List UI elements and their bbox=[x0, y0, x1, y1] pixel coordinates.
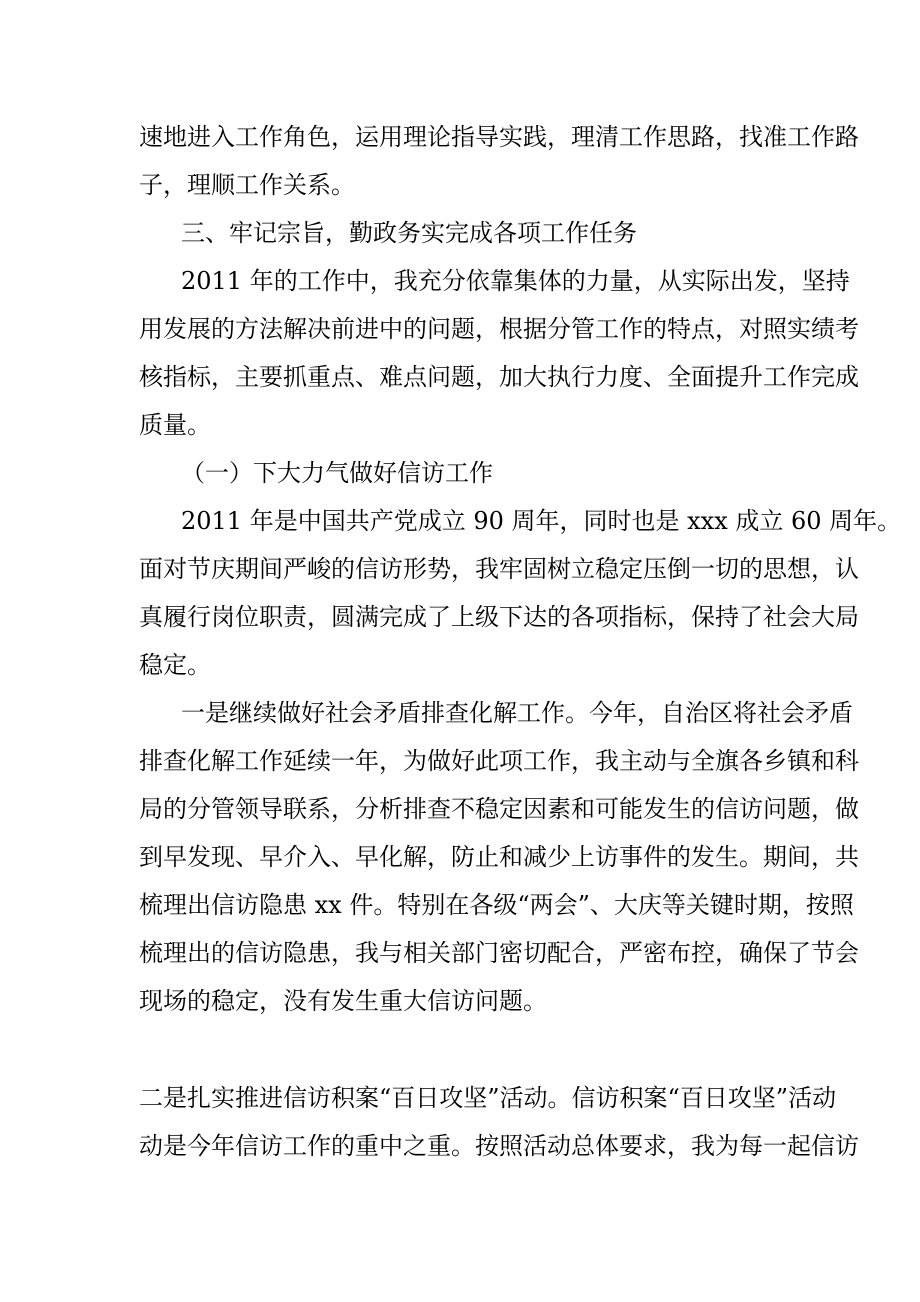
text-line: 面对节庆期间严峻的信访形势，我牢固树立稳定压倒一切的思想，认 bbox=[139, 555, 859, 583]
text-line: 一是继续做好社会矛盾排查化解工作。今年，自治区将社会矛盾 bbox=[181, 699, 853, 727]
text-line: 子，理顺工作关系。 bbox=[139, 171, 355, 199]
text-line: 2011 年的工作中，我充分依靠集体的力量，从实际出发，坚持 bbox=[181, 267, 850, 295]
text-line: 动是今年信访工作的重中之重。按照活动总体要求，我为每一起信访 bbox=[139, 1132, 859, 1160]
text-line: 二是扎实推进信访积案“百日攻坚”活动。信访积案“百日攻坚”活动 bbox=[139, 1084, 837, 1112]
text-line: 稳定。 bbox=[139, 651, 211, 679]
text-line: 梳理出的信访隐患，我与相关部门密切配合，严密布控，确保了节会 bbox=[139, 939, 859, 967]
text-line: 梳理出信访隐患 xx 件。特别在各级“两会”、大庆等关键时期，按照 bbox=[139, 891, 854, 919]
text-line: 核指标，主要抓重点、难点问题，加大执行力度、全面提升工作完成 bbox=[139, 363, 859, 391]
text-line: 现场的稳定，没有发生重大信访问题。 bbox=[139, 987, 547, 1015]
text-line: 用发展的方法解决前进中的问题，根据分管工作的特点，对照实绩考 bbox=[139, 315, 859, 343]
text-line: 到早发现、早介入、早化解，防止和减少上访事件的发生。期间，共 bbox=[139, 843, 859, 871]
section-heading: 三、牢记宗旨，勤政务实完成各项工作任务 bbox=[181, 219, 637, 247]
text-line: 2011 年是中国共产党成立 90 周年，同时也是 xxx 成立 60 周年。 bbox=[181, 507, 902, 535]
text-line: 局的分管领导联系，分析排查不稳定因素和可能发生的信访问题，做 bbox=[139, 795, 859, 823]
subsection-heading: （一）下大力气做好信访工作 bbox=[181, 459, 493, 487]
text-line: 速地进入工作角色，运用理论指导实践，理清工作思路，找准工作路 bbox=[139, 123, 859, 151]
text-line: 质量。 bbox=[139, 411, 211, 439]
text-line: 排查化解工作延续一年，为做好此项工作，我主动与全旗各乡镇和科 bbox=[139, 747, 859, 775]
text-line: 真履行岗位职责，圆满完成了上级下达的各项指标，保持了社会大局 bbox=[139, 603, 859, 631]
